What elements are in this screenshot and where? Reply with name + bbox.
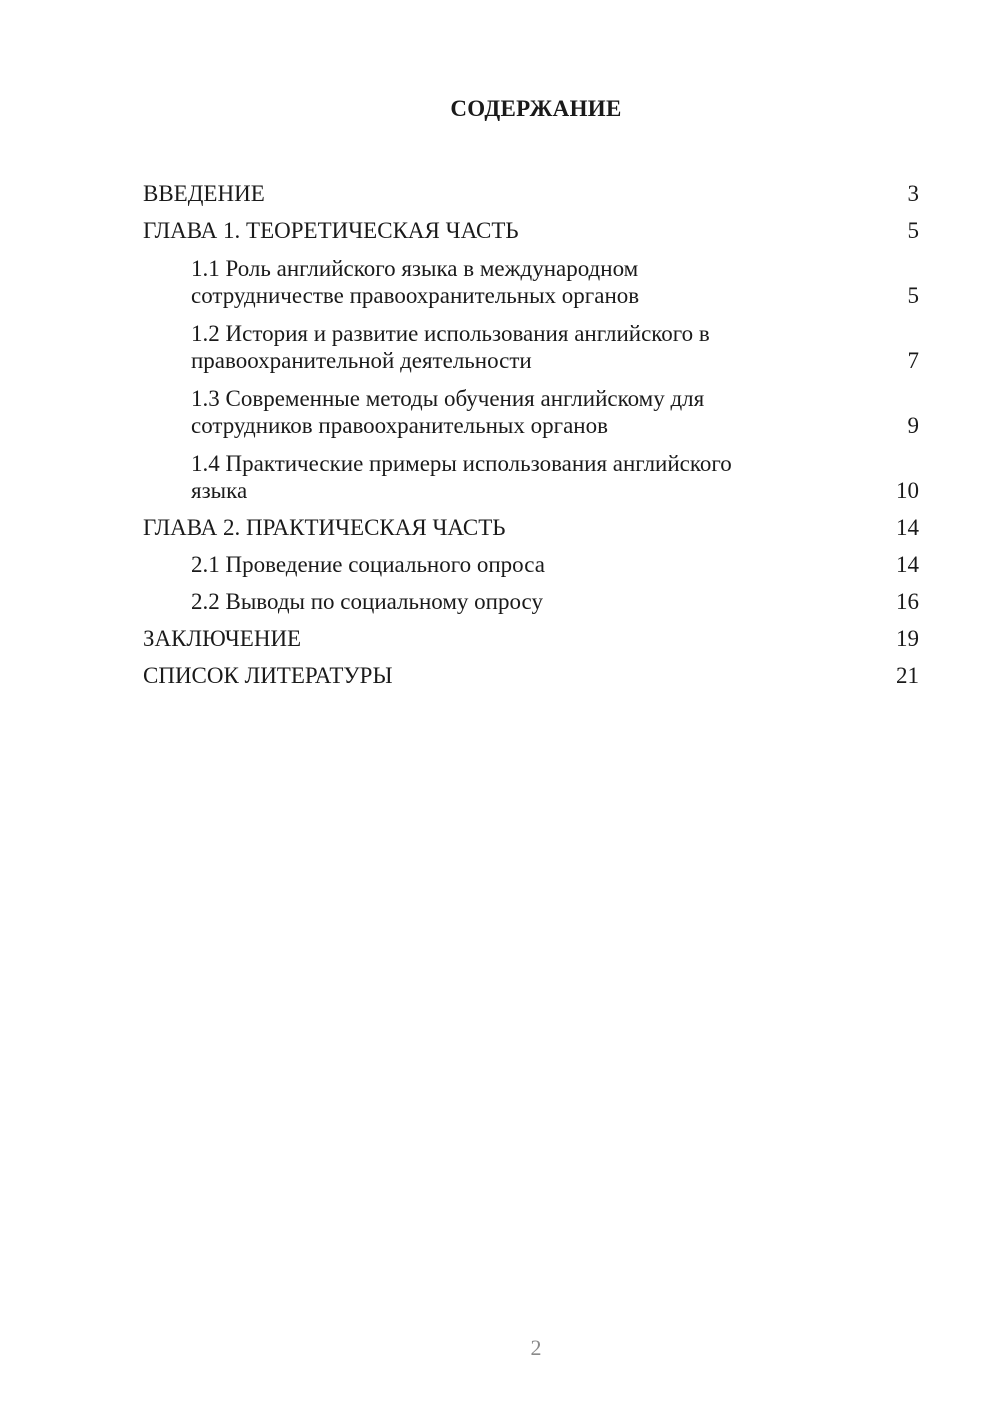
toc-entry-page: 14 (896, 515, 919, 540)
toc-entry-page: 14 (896, 552, 919, 577)
toc-title: СОДЕРЖАНИЕ (450, 96, 622, 121)
toc-entry-conclusion[interactable] (143, 615, 919, 652)
toc-entry-section-2-1[interactable] (143, 541, 919, 578)
toc-entry-label: ЗАКЛЮЧЕНИЕ (143, 626, 302, 651)
toc-entry-chapter-1[interactable] (143, 207, 919, 244)
toc-entry-page: 5 (907, 218, 919, 243)
toc-entry-chapter-2[interactable] (143, 504, 919, 541)
toc-entry-page: 16 (896, 589, 919, 614)
toc-entry-label: ВВЕДЕНИЕ (143, 181, 265, 206)
toc-entry-label: 1.2 История и развитие использования английского в правоохранительной деятельности (191, 321, 710, 373)
toc-entry-introduction[interactable] (143, 170, 919, 207)
toc-entry-section-1-4[interactable] (143, 440, 919, 504)
toc-entry-label: 2.1 Проведение социального опроса (191, 552, 545, 577)
toc-entry-section-1-1[interactable] (143, 245, 919, 309)
toc-entry-label: ГЛАВА 1. ТЕОРЕТИЧЕСКАЯ ЧАСТЬ (143, 218, 519, 243)
toc-entry-label: ГЛАВА 2. ПРАКТИЧЕСКАЯ ЧАСТЬ (143, 515, 506, 540)
toc-entry-page: 10 (896, 478, 919, 503)
toc-entry-page: 21 (896, 663, 919, 688)
toc-entry-bibliography[interactable] (143, 652, 919, 689)
toc-entry-label: СПИСОК ЛИТЕРАТУРЫ (143, 663, 393, 688)
toc-entry-page: 3 (907, 181, 919, 206)
page-number: 2 (530, 1335, 542, 1360)
toc-entry-section-2-2[interactable] (143, 578, 919, 615)
toc-entry-section-1-2[interactable] (143, 310, 919, 374)
toc-entry-label: 2.2 Выводы по социальному опросу (191, 589, 543, 614)
toc-entry-section-1-3[interactable] (143, 375, 919, 439)
toc-entry-page: 5 (907, 283, 919, 308)
toc-entry-page: 9 (907, 413, 919, 438)
toc-entry-label: 1.4 Практические примеры использования английского языка (191, 451, 732, 503)
toc-entry-label: 1.1 Роль английского языка в международном сотрудничестве правоохранительных органов (191, 256, 640, 308)
toc-entry-page: 7 (907, 348, 919, 373)
toc-entry-page: 19 (896, 626, 919, 651)
table-of-contents (143, 170, 919, 689)
toc-entry-label: 1.3 Современные методы обучения английскому для сотрудников правоохранительных органов (191, 386, 705, 438)
